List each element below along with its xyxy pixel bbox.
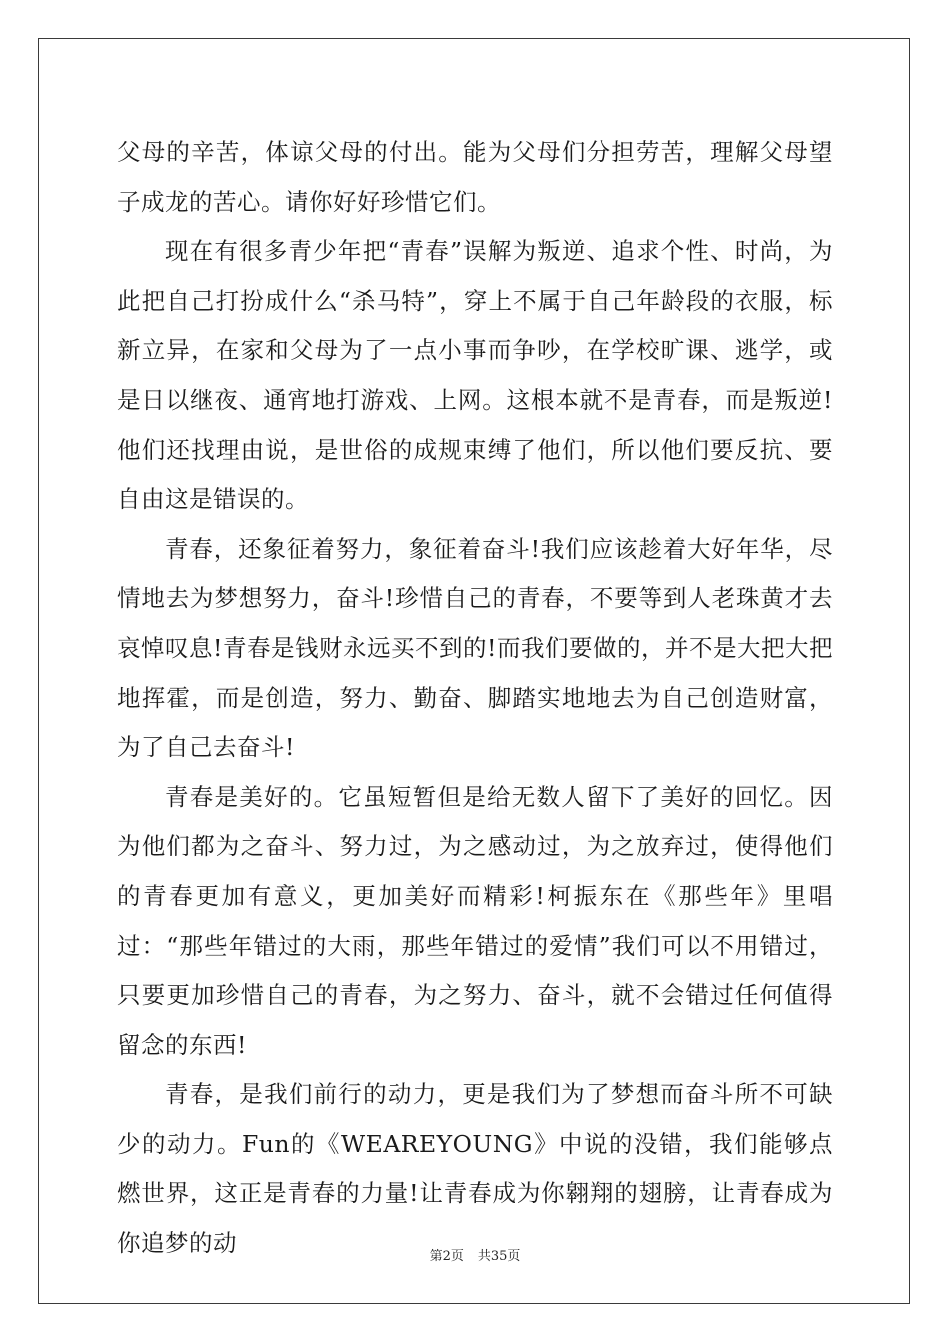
paragraph-4: 青春是美好的。它虽短暂但是给无数人留下了美好的回忆。因为他们都为之奋斗、努力过，为之感动过，为之放弃过，使得他们的青春更加有意义，更加美好而精彩!柯振东在《那些年》里唱过：“那些年错过的大雨，那些年错过的爱情”我们可以不用错过，只要更加珍惜自己的青春，为之努力、奋斗，就不会错过任何值得留念的东西! — [117, 782, 833, 1059]
document-body — [117, 128, 833, 1269]
paragraph-1: 父母的辛苦，体谅父母的付出。能为父母们分担劳苦，理解父母望子成龙的苦心。请你好好珍惜它们。 — [117, 138, 833, 216]
paragraph-3: 青春，还象征着努力，象征着奋斗!我们应该趁着大好年华，尽情地去为梦想努力，奋斗!珍惜自己的青春，不要等到人老珠黄才去哀悼叹息!青春是钱财永远买不到的!而我们要做的，并不是大把大把地挥霍，而是创造，努力、勤奋、脚踏实地地去为自己创造财富，为了自己去奋斗! — [117, 534, 833, 762]
paragraph-5: 青春，是我们前行的动力，更是我们为了梦想而奋斗所不可缺少的动力。Fun的《WEAREYOUNG》中说的没错，我们能够点燃世界，这正是青春的力量!让青春成为你翱翔的翅膀，让青春成为你追梦的动 — [117, 1080, 833, 1258]
page-total: 共35页 — [477, 1249, 521, 1264]
page-footer — [0, 1245, 950, 1264]
page-number: 第2页 — [429, 1249, 464, 1264]
paragraph-2: 现在有很多青少年把“青春”误解为叛逆、追求个性、时尚，为此把自己打扮成什么“杀马特”，穿上不属于自己年龄段的衣服，标新立异，在家和父母为了一点小事而争吵，在学校旷课、逃学，或是日以继夜、通宵地打游戏、上网。这根本就不是青春，而是叛逆!他们还找理由说，是世俗的成规束缚了他们，所以他们要反抗、要自由这是错误的。 — [117, 237, 833, 514]
